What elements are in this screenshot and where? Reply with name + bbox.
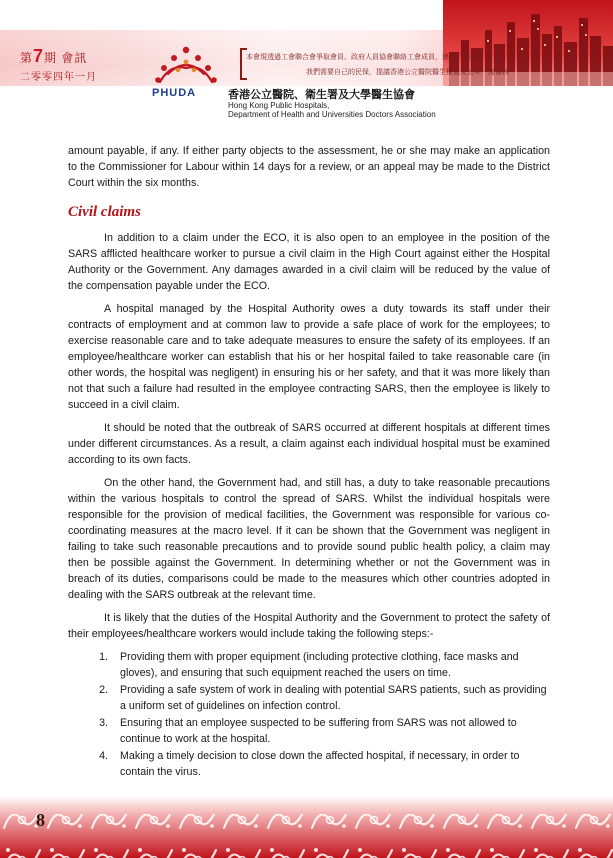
list-item (68, 715, 550, 747)
paragraph-intro: amount payable, if any. If either party objects to the assessment, he or she may make an application to the Commissioner for Labour within 14 days for a review, or an appeal may be made to the District Court within the six months. (68, 145, 550, 189)
list-item-text: Providing them with proper equipment (including protective clothing, face masks and gloves), and ensuring that such equipment reached the users on time. (120, 651, 519, 679)
list-item-number: 1. (99, 651, 108, 663)
association-name-english-line-1: Hong Kong Public Hospitals, (228, 101, 330, 110)
slogan-block (246, 50, 546, 80)
issue-number-line (20, 46, 130, 67)
association-name-english-line-2: Department of Health and Universities Doctors Association (228, 110, 436, 119)
slogan-line-1: 本會現透過工會聯合會爭取會員、政府人員協會聯絡工會成員，連結「醫聯」 (246, 54, 484, 61)
list-item-text: Ensuring that an employee suspected to be suffering from SARS was not allowed to continue to work at the hospital. (120, 717, 517, 745)
page-number: 8 (36, 810, 45, 830)
section-heading: Civil claims (68, 204, 141, 220)
article-body (68, 143, 550, 781)
issue-date: 二零零四年一月 (20, 72, 97, 83)
list-item-number: 4. (99, 750, 108, 762)
paragraph-1: In addition to a claim under the ECO, it is also open to an employee in the position of the SARS afflicted healthcare worker to pursue a civil claim in the High Court against either the Hospital Authority or the Government. Any damages awarded in a civil claim will be reduced by the value of the compensation payable under the ECO. (68, 232, 550, 292)
issue-prefix: 第 (20, 51, 34, 65)
list-item (68, 748, 550, 780)
slogan-line-2: 我們需要自己的民保，提議香港公立醫院醫生權益及五年一度審核 (306, 69, 509, 76)
list-item-text: Providing a safe system of work in dealing with potential SARS patients, such as providing a uniform set of guidelines on infection control. (120, 684, 547, 712)
page-header (0, 0, 613, 130)
list-item-number: 2. (99, 684, 108, 696)
association-name-chinese: 香港公立醫院、衛生署及大學醫生協會 (228, 89, 415, 101)
paragraph-4: On the other hand, the Government had, and still has, a duty to take reasonable precautions within the various hospitals to control the spread of SARS. Whilst the individual hospitals were responsible for the provision of medical facilities, the Government was responsible for various co-coordinating measures at the macro level. If it can be shown that the Government was negligent in failing to take such reasonable precautions and to provide sound public health policy, a claim may then be possible against the Government. In determining whether or not the Government was in breach of its duties, comparisons could be made to the measures which other countries adopted in dealing with the SARS outbreak at the relevant time. (68, 477, 550, 601)
list-item (68, 649, 550, 681)
paragraph-5: It is likely that the duties of the Hospital Authority and the Government to protect the safety of their employees/healthcare workers would include taking the following steps:- (68, 612, 550, 640)
decorative-footer-band (0, 796, 613, 858)
issue-number: 7 (33, 46, 45, 66)
paragraph-3: It should be noted that the outbreak of SARS occurred at different hospitals at different times under different circumstances. As a result, a claim against each individual hospital must be examined according to its own facts. (68, 422, 550, 466)
list-item-number: 3. (99, 717, 108, 729)
logo-text: PHUDA (152, 87, 197, 99)
list-item (68, 682, 550, 714)
issue-info (20, 46, 130, 83)
steps-list (68, 649, 550, 780)
paragraph-2: A hospital managed by the Hospital Authority owes a duty towards its staff under their contracts of employment and at common law to provide a safe place of work for the employees; to exercise reasonable care and to take adequate measures to ensure the safety of its employees. If an employee/healthcare worker can establish that his or her hospital failed to take reasonable care (in other words, the hospital was negligent) in ensuring his or her safety, and that it was more likely than not that such a failure had resulted in the employee contracting SARS, then the employee is likely to succeed in a civil claim. (68, 303, 550, 411)
issue-suffix: 期 會訊 (44, 51, 88, 65)
list-item-text: Making a timely decision to close down the affected hospital, if necessary, in order to contain the virus. (120, 750, 520, 778)
